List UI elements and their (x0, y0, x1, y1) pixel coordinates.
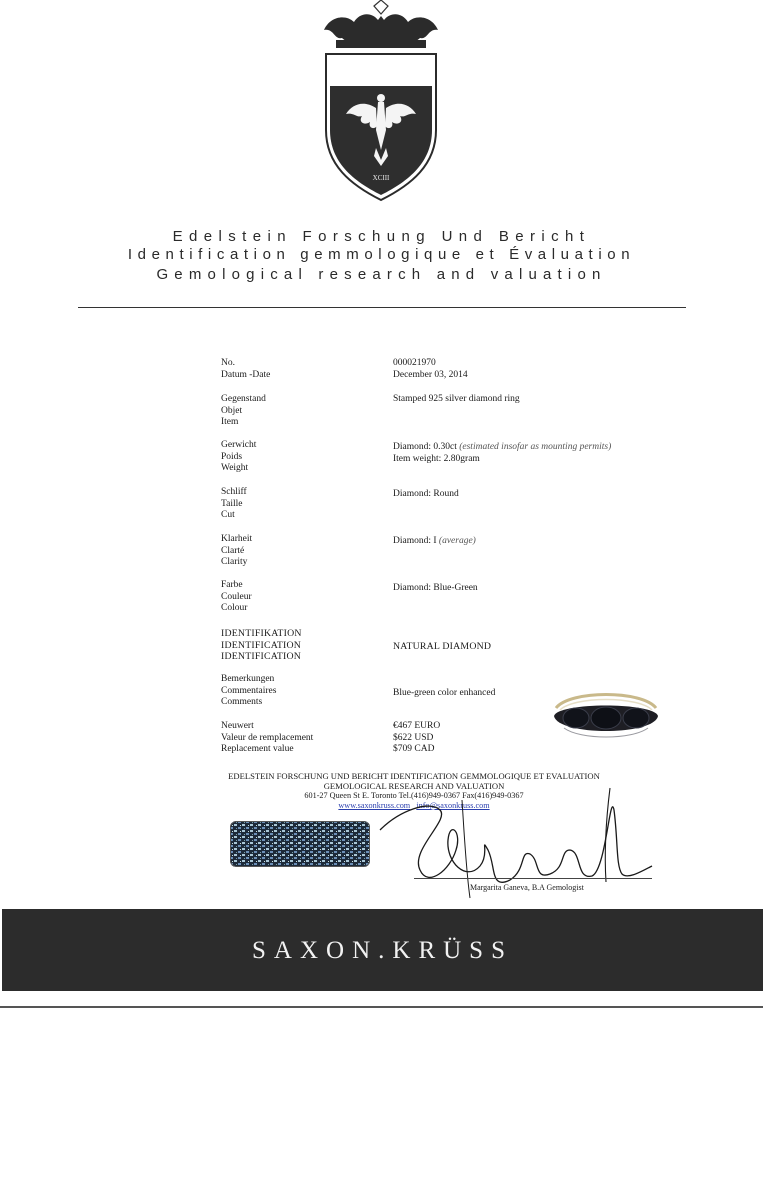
label-gegenstand: Gegenstand (221, 394, 266, 404)
label-clarity: Clarity (221, 557, 248, 568)
label-commentaires: Commentaires (221, 685, 277, 696)
label-identification-fr: IDENTIFICATION (221, 639, 302, 651)
field-cut-value (393, 489, 459, 501)
page-bottom-divider (0, 1006, 763, 1008)
label-comments: Comments (221, 697, 263, 708)
field-item-labels (221, 394, 266, 429)
certificate-number: 000021970 (393, 358, 436, 368)
label-clarte: Clarté (221, 545, 245, 556)
clarity-note: (average) (438, 536, 476, 546)
company-name-line: EDELSTEIN FORSCHUNG UND BERICHT IDENTIFICATION GEMMOLOGIQUE ET EVALUATION (228, 771, 600, 781)
field-identification-labels (221, 628, 302, 663)
signature-line (414, 878, 652, 879)
diamond-cut: Diamond: Round (393, 489, 459, 499)
signature-caption: Margarita Ganeva, B.A Gemologist (470, 883, 584, 892)
label-bemerkungen: Bemerkungen (221, 674, 275, 684)
field-weight-labels (221, 440, 256, 475)
label-identifikation: IDENTIFIKATION (221, 628, 302, 639)
field-clarity-labels (221, 534, 252, 569)
label-date: Datum -Date (221, 369, 271, 380)
comments-text: Blue-green color enhanced (393, 688, 496, 698)
certificate-date: December 03, 2014 (393, 369, 468, 380)
field-number-date-labels (221, 358, 270, 381)
brand-name: SAXON.KRÜSS (252, 937, 513, 964)
crest-emblem (316, 0, 446, 205)
label-item: Item (221, 417, 239, 428)
field-value-labels (221, 721, 313, 756)
company-address: 601-27 Queen St E. Toronto Tel.(416)949-0367 Fax(416)949-0367 (304, 791, 524, 800)
email-link[interactable]: info@saxonkruss.com (416, 801, 490, 810)
weight-note: (estimated insofar as mounting permits) (459, 442, 612, 452)
label-colour: Colour (221, 603, 248, 614)
field-clarity-value (393, 536, 476, 548)
field-colour-labels (221, 580, 252, 615)
label-taille: Taille (221, 498, 243, 509)
label-couleur: Couleur (221, 591, 252, 602)
heading-english: Gemological research and valuation (156, 266, 607, 283)
item-description: Stamped 925 silver diamond ring (393, 394, 520, 404)
label-farbe: Farbe (221, 580, 243, 590)
brand-banner (2, 909, 763, 991)
label-identification-en: IDENTIFICATION (221, 651, 302, 663)
heading-german: Edelstein Forschung Und Bericht (172, 228, 591, 245)
label-gerwicht: Gerwicht (221, 440, 257, 450)
value-usd: $622 USD (393, 732, 434, 743)
diamond-weight: Diamond: 0.30ct (393, 442, 457, 452)
label-neuwert: Neuwert (221, 721, 254, 731)
label-replacement-value: Replacement value (221, 744, 294, 755)
label-poids: Poids (221, 451, 243, 462)
field-comments-value (393, 688, 495, 700)
label-schliff: Schliff (221, 487, 247, 497)
field-weight-values (393, 442, 611, 465)
hologram-sticker (230, 821, 370, 867)
header-divider (78, 307, 686, 308)
heading-french: Identification gemmologique et Évaluation (127, 246, 636, 263)
item-weight: Item weight: 2.80gram (393, 453, 480, 464)
field-item-value (393, 394, 520, 406)
value-euro: €467 EURO (393, 721, 441, 731)
website-link[interactable]: www.saxonkruss.com (338, 801, 411, 810)
field-identification-value (393, 641, 491, 653)
value-cad: $709 CAD (393, 744, 435, 755)
identification-result: NATURAL DIAMOND (393, 641, 492, 652)
field-comments-labels (221, 674, 276, 709)
label-weight: Weight (221, 463, 249, 474)
diamond-clarity: Diamond: I (393, 536, 437, 546)
label-klarheit: Klarheit (221, 534, 253, 544)
crest-numeral: XCIII (372, 174, 390, 182)
label-objet: Objet (221, 405, 243, 416)
label-cut: Cut (221, 510, 235, 521)
field-value-values (393, 721, 440, 756)
field-number-date-values (393, 358, 468, 381)
field-colour-value (393, 583, 478, 595)
label-number: No. (221, 358, 235, 368)
ring-photo (550, 680, 662, 750)
label-valeur: Valeur de remplacement (221, 732, 314, 743)
company-subtitle-line: GEMOLOGICAL RESEARCH AND VALUATION (323, 781, 505, 791)
diamond-colour: Diamond: Blue-Green (393, 583, 478, 593)
field-cut-labels (221, 487, 247, 522)
